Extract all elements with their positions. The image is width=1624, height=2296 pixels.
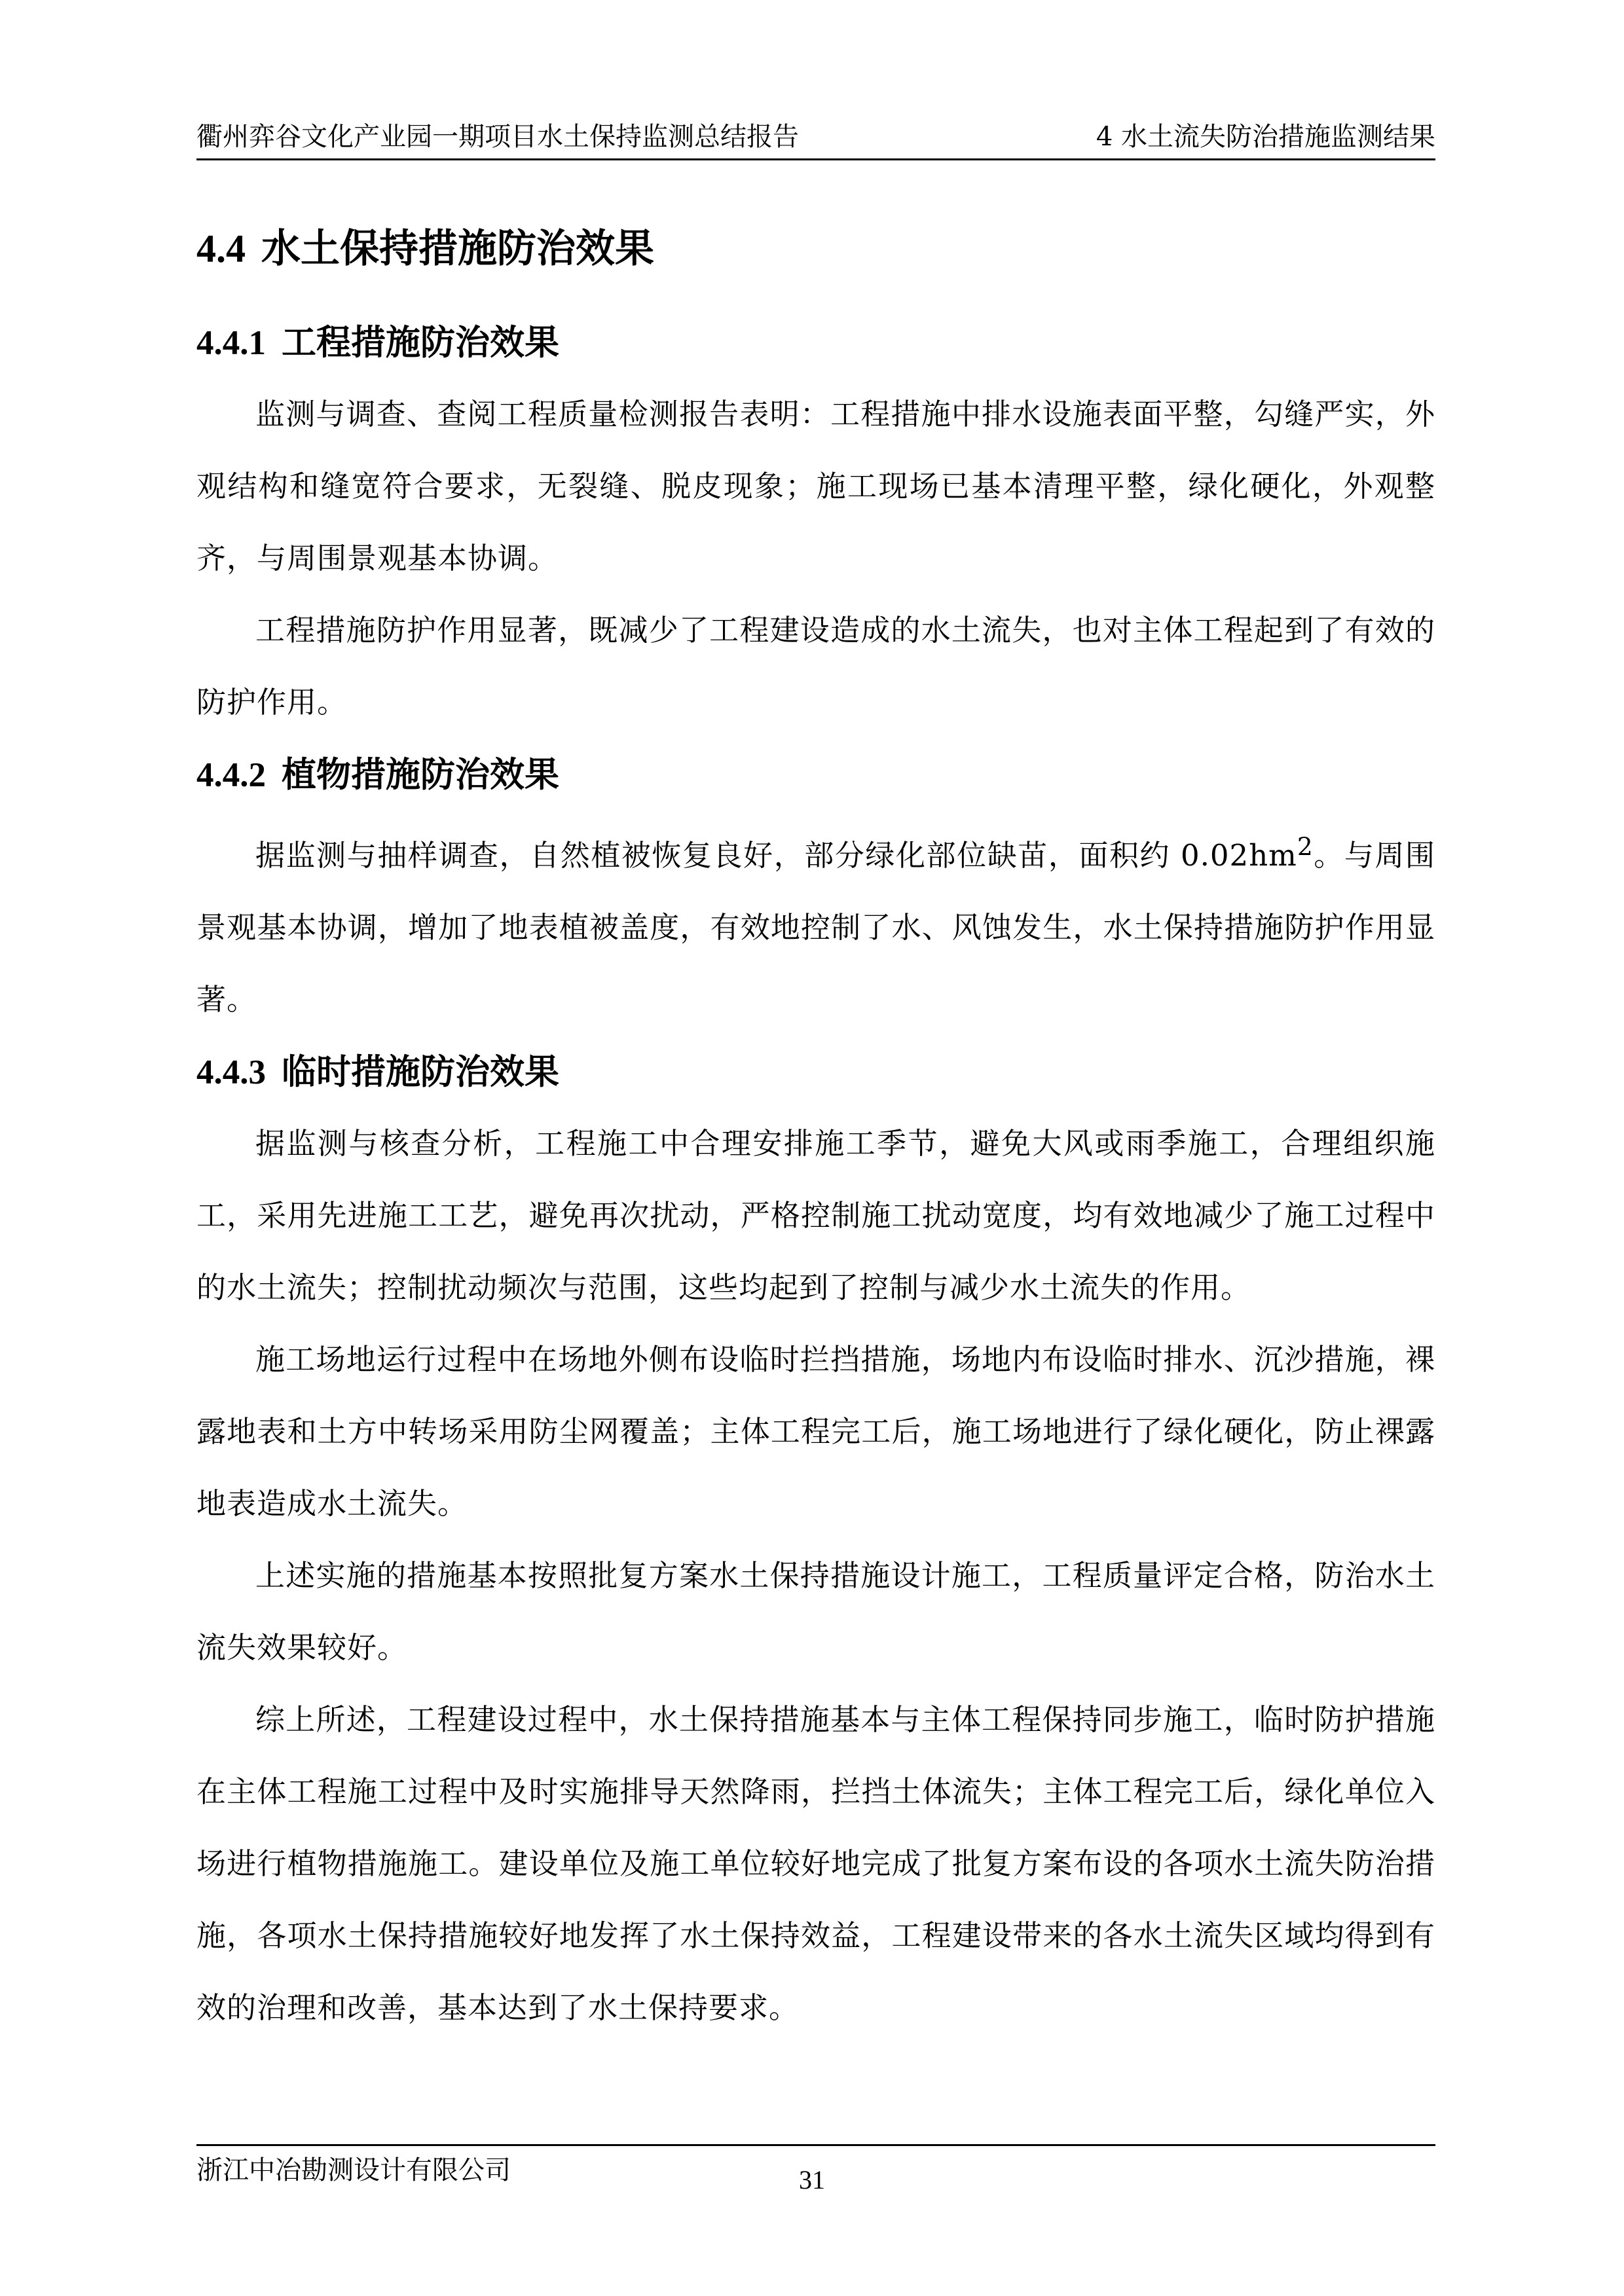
section-number: 4.4 — [196, 227, 246, 270]
subsection-title: 工程措施防治效果 — [282, 322, 559, 363]
header-divider — [196, 158, 1435, 160]
paragraph-text: 。与周围景观基本协调，增加了地表植被盖度，有效地控制了水、风蚀发生，水土保持措施防护作用显著。 — [196, 838, 1435, 1017]
header-chapter-title: 4 水土流失防治措施监测结果 — [1096, 121, 1435, 152]
subsection-title: 植物措施防治效果 — [282, 754, 559, 795]
header-report-title: 衢州弈谷文化产业园一期项目水土保持监测总结报告 — [196, 121, 799, 152]
page-number: 31 — [799, 2165, 825, 2195]
section-title: 水土保持措施防治效果 — [261, 226, 654, 272]
page-header — [196, 111, 1435, 157]
subsection-number: 4.4.2 — [196, 756, 266, 794]
subsection-number: 4.4.1 — [196, 324, 266, 362]
paragraph: 监测与调查、查阅工程质量检测报告表明：工程措施中排水设施表面平整，勾缝严实，外观结构和缝宽符合要求，无裂缝、脱皮现象；施工现场已基本清理平整，绿化硬化，外观整齐，与周围景观基本协调。 — [196, 397, 1435, 575]
footer-divider — [196, 2144, 1435, 2146]
page-body — [196, 223, 1435, 2044]
subsection-heading-engineering — [196, 306, 1435, 378]
paragraph: 上述实施的措施基本按照批复方案水土保持措施设计施工，工程质量评定合格，防治水土流失效果较好。 — [196, 1558, 1435, 1665]
footer-company: 浙江中冶勘测设计有限公司 — [196, 2155, 511, 2185]
paragraph: 工程措施防护作用显著，既减少了工程建设造成的水土流失，也对主体工程起到了有效的防护作用。 — [196, 613, 1435, 720]
section-heading — [196, 223, 1435, 275]
subsection-heading-temporary — [196, 1036, 1435, 1108]
subsection-number: 4.4.3 — [196, 1053, 266, 1091]
paragraph: 综上所述，工程建设过程中，水土保持措施基本与主体工程保持同步施工，临时防护措施在主体工程施工过程中及时实施排导天然降雨，拦挡土体流失；主体工程完工后，绿化单位入场进行植物措施施工。建设单位及施工单位较好地完成了批复方案布设的各项水土流失防治措施，各项水土保持措施较好地发挥了水土保持效益，工程建设带来的各水土流失区域均得到有效的治理和改善，基本达到了水土保持要求。 — [196, 1702, 1435, 2025]
paragraph-text: 据监测与抽样调查，自然植被恢复良好，部分绿化部位缺苗，面积约 0.02hm — [255, 838, 1297, 873]
superscript: 2 — [1297, 832, 1314, 861]
paragraph: 施工场地运行过程中在场地外侧布设临时拦挡措施，场地内布设临时排水、沉沙措施，裸露地表和土方中转场采用防尘网覆盖；主体工程完工后，施工场地进行了绿化硬化，防止裸露地表造成水土流失。 — [196, 1342, 1435, 1521]
paragraph: 据监测与核查分析，工程施工中合理安排施工季节，避免大风或雨季施工，合理组织施工，采用先进施工工艺，避免再次扰动，严格控制施工扰动宽度，均有效地减少了施工过程中的水土流失；控制扰动频次与范围，这些均起到了控制与减少水土流失的作用。 — [196, 1126, 1435, 1305]
subsection-title: 临时措施防治效果 — [282, 1051, 559, 1092]
paragraph — [196, 811, 1435, 1036]
subsection-heading-vegetation — [196, 738, 1435, 811]
